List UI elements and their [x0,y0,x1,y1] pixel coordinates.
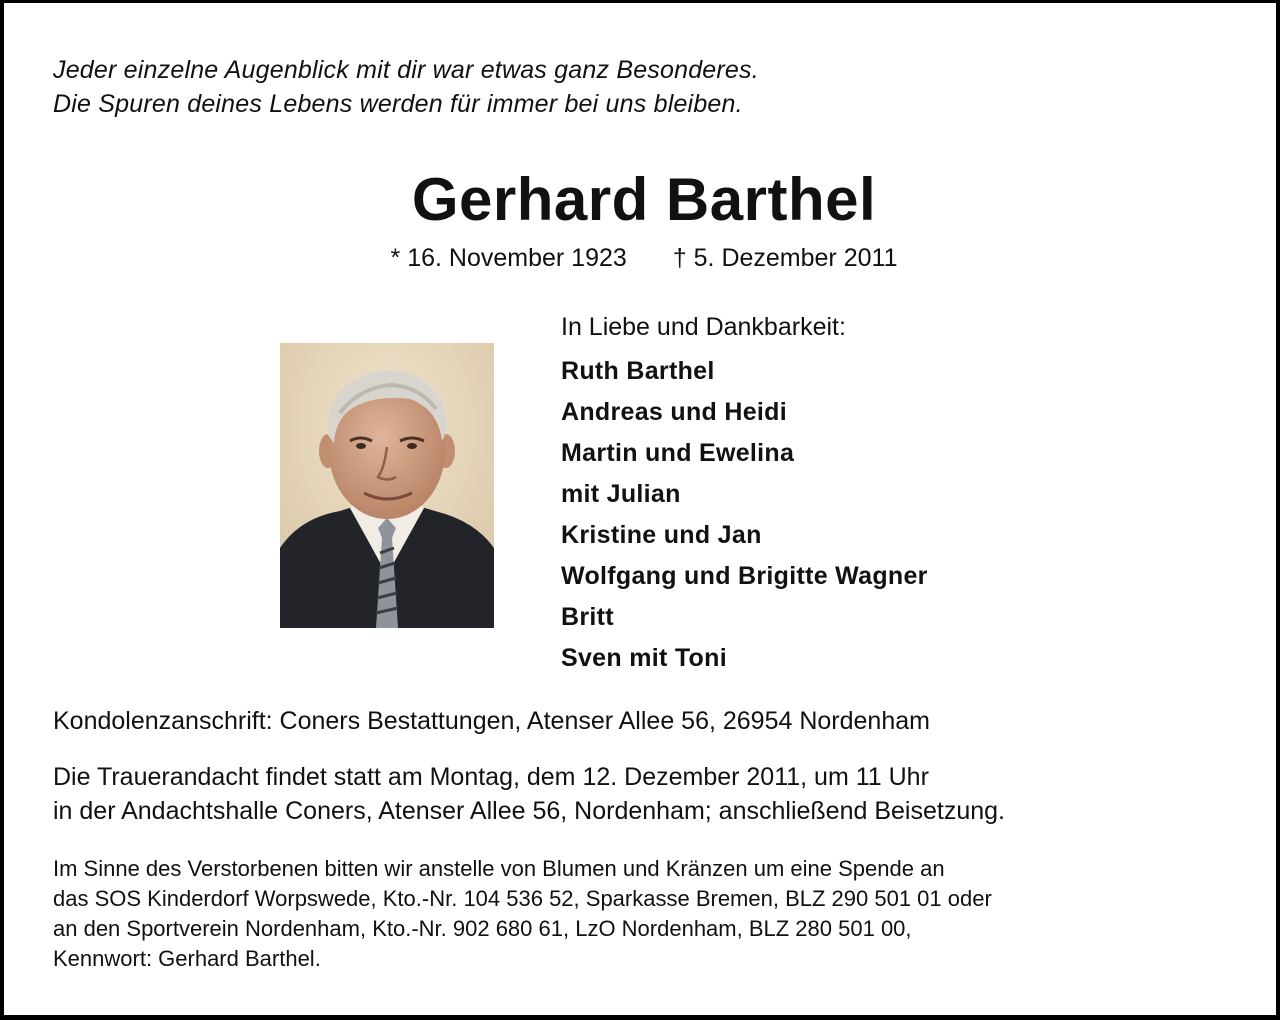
death-date: † 5. Dezember 2011 [672,244,898,272]
condolence-address: Kondolenzanschrift: Coners Bestattungen, Atenser Allee 56, 26954 Nordenham [53,707,930,735]
portrait-illustration [280,343,494,628]
funeral-service-info [53,760,1005,828]
portrait-photo [280,343,494,628]
service-line-2: in der Andachtshalle Coners, Atenser Allee 56, Nordenham; anschließend Beisetzung. [53,797,1005,825]
donation-request [53,854,992,974]
mourner-name: Martin und Ewelina [561,439,795,467]
quote-line-1: Jeder einzelne Augenblick mit dir war etwas ganz Besonderes. [53,56,759,84]
mourner-name: Kristine und Jan [561,521,762,549]
deceased-name: Gerhard Barthel [411,166,877,233]
mourner-name: Britt [561,603,614,631]
life-dates [4,241,1280,275]
donation-line-4: Kennwort: Gerhard Barthel. [53,946,321,971]
birth-date: * 16. November 1923 [390,244,627,272]
mourner-name: mit Julian [561,480,681,508]
donation-line-1: Im Sinne des Verstorbenen bitten wir anstelle von Blumen und Kränzen um eine Spende an [53,856,945,881]
mourners-intro: In Liebe und Dankbarkeit: [561,313,846,341]
donation-line-3: an den Sportverein Nordenham, Kto.-Nr. 902 680 61, LzO Nordenham, BLZ 280 501 00, [53,916,912,941]
donation-line-2: das SOS Kinderdorf Worpswede, Kto.-Nr. 104 536 52, Sparkasse Bremen, BLZ 290 501 01 oder [53,886,992,911]
mourner-name: Ruth Barthel [561,357,715,385]
mourner-name: Sven mit Toni [561,644,727,672]
mourner-name: Andreas und Heidi [561,398,787,426]
service-line-1: Die Trauerandacht findet statt am Montag, dem 12. Dezember 2011, um 11 Uhr [53,763,929,791]
quote-line-2: Die Spuren deines Lebens werden für immer bei uns bleiben. [53,90,743,118]
mourner-name: Wolfgang und Brigitte Wagner [561,562,928,590]
memorial-quote [53,53,759,121]
mourners-block [561,310,928,679]
mourners-list [561,351,928,679]
